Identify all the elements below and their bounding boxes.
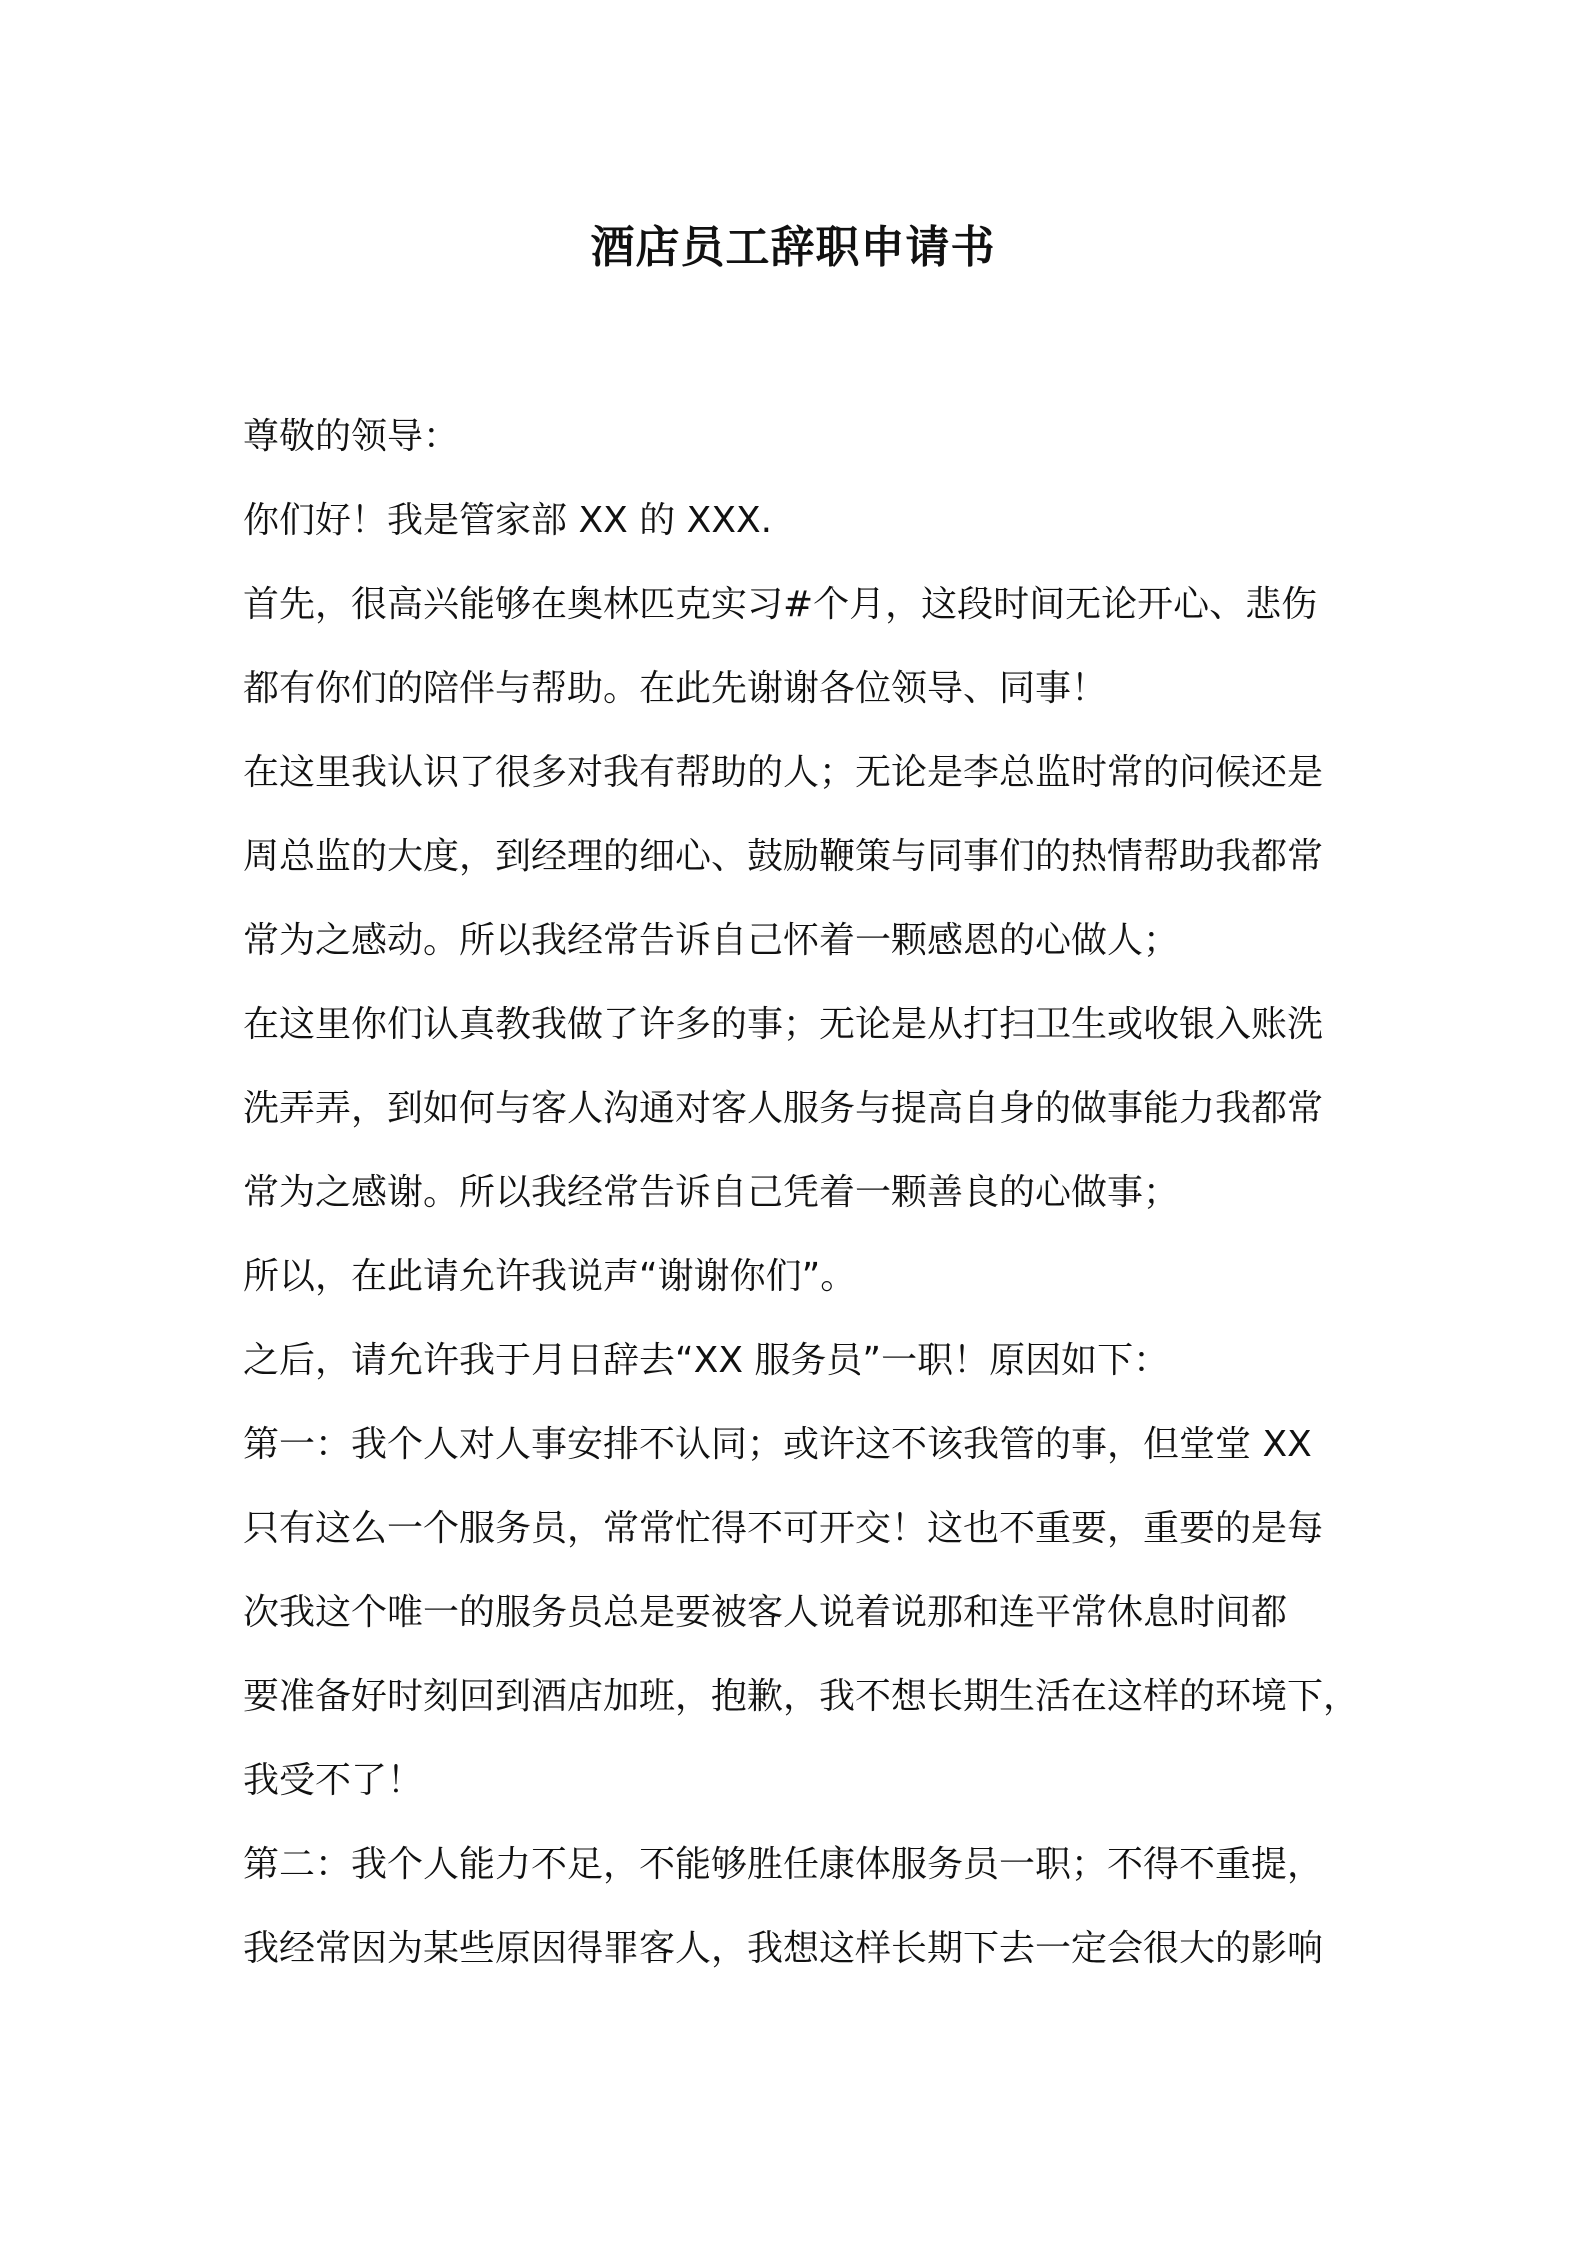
text-line: 要准备好时刻回到酒店加班，抱歉，我不想长期生活在这样的环境下， — [243, 1676, 1360, 1717]
text-line: 在这里你们认真教我做了许多的事；无论是从打扫卫生或收银入账洗 — [243, 1004, 1324, 1045]
text-line: 常为之感谢。所以我经常告诉自己凭着一颗善良的心做事； — [243, 1172, 1180, 1213]
text-line: 洗弄弄，到如何与客人沟通对客人服务与提高自身的做事能力我都常 — [243, 1088, 1324, 1129]
text-line: 尊敬的领导： — [243, 416, 460, 457]
text-line: 之后，请允许我于月日辞去“XX 服务员”一职！原因如下： — [243, 1340, 1170, 1381]
text-line: 第一：我个人对人事安排不认同；或许这不该我管的事，但堂堂 XX — [243, 1424, 1312, 1465]
text-line: 所以，在此请允许我说声“谢谢你们”。 — [243, 1256, 857, 1297]
text-line: 都有你们的陪伴与帮助。在此先谢谢各位领导、同事！ — [243, 668, 1108, 709]
text-line: 你们好！我是管家部 XX 的 XXX. — [243, 500, 773, 541]
document-title: 酒店员工辞职申请书 — [590, 222, 996, 273]
text-line: 周总监的大度，到经理的细心、鼓励鞭策与同事们的热情帮助我都常 — [243, 836, 1324, 877]
text-line: 首先，很高兴能够在奥林匹克实习#个月，这段时间无论开心、悲伤 — [243, 584, 1318, 625]
document-body — [243, 395, 1360, 1991]
text-line: 常为之感动。所以我经常告诉自己怀着一颗感恩的心做人； — [243, 920, 1180, 961]
text-line: 只有这么一个服务员，常常忙得不可开交！这也不重要，重要的是每 — [243, 1508, 1324, 1549]
text-line: 我经常因为某些原因得罪客人，我想这样长期下去一定会很大的影响 — [243, 1928, 1324, 1969]
text-line: 我受不了！ — [243, 1760, 424, 1801]
text-line: 第二：我个人能力不足，不能够胜任康体服务员一职；不得不重提， — [243, 1844, 1324, 1885]
text-line: 在这里我认识了很多对我有帮助的人；无论是李总监时常的问候还是 — [243, 752, 1324, 793]
text-line: 次我这个唯一的服务员总是要被客人说着说那和连平常休息时间都 — [243, 1592, 1288, 1633]
